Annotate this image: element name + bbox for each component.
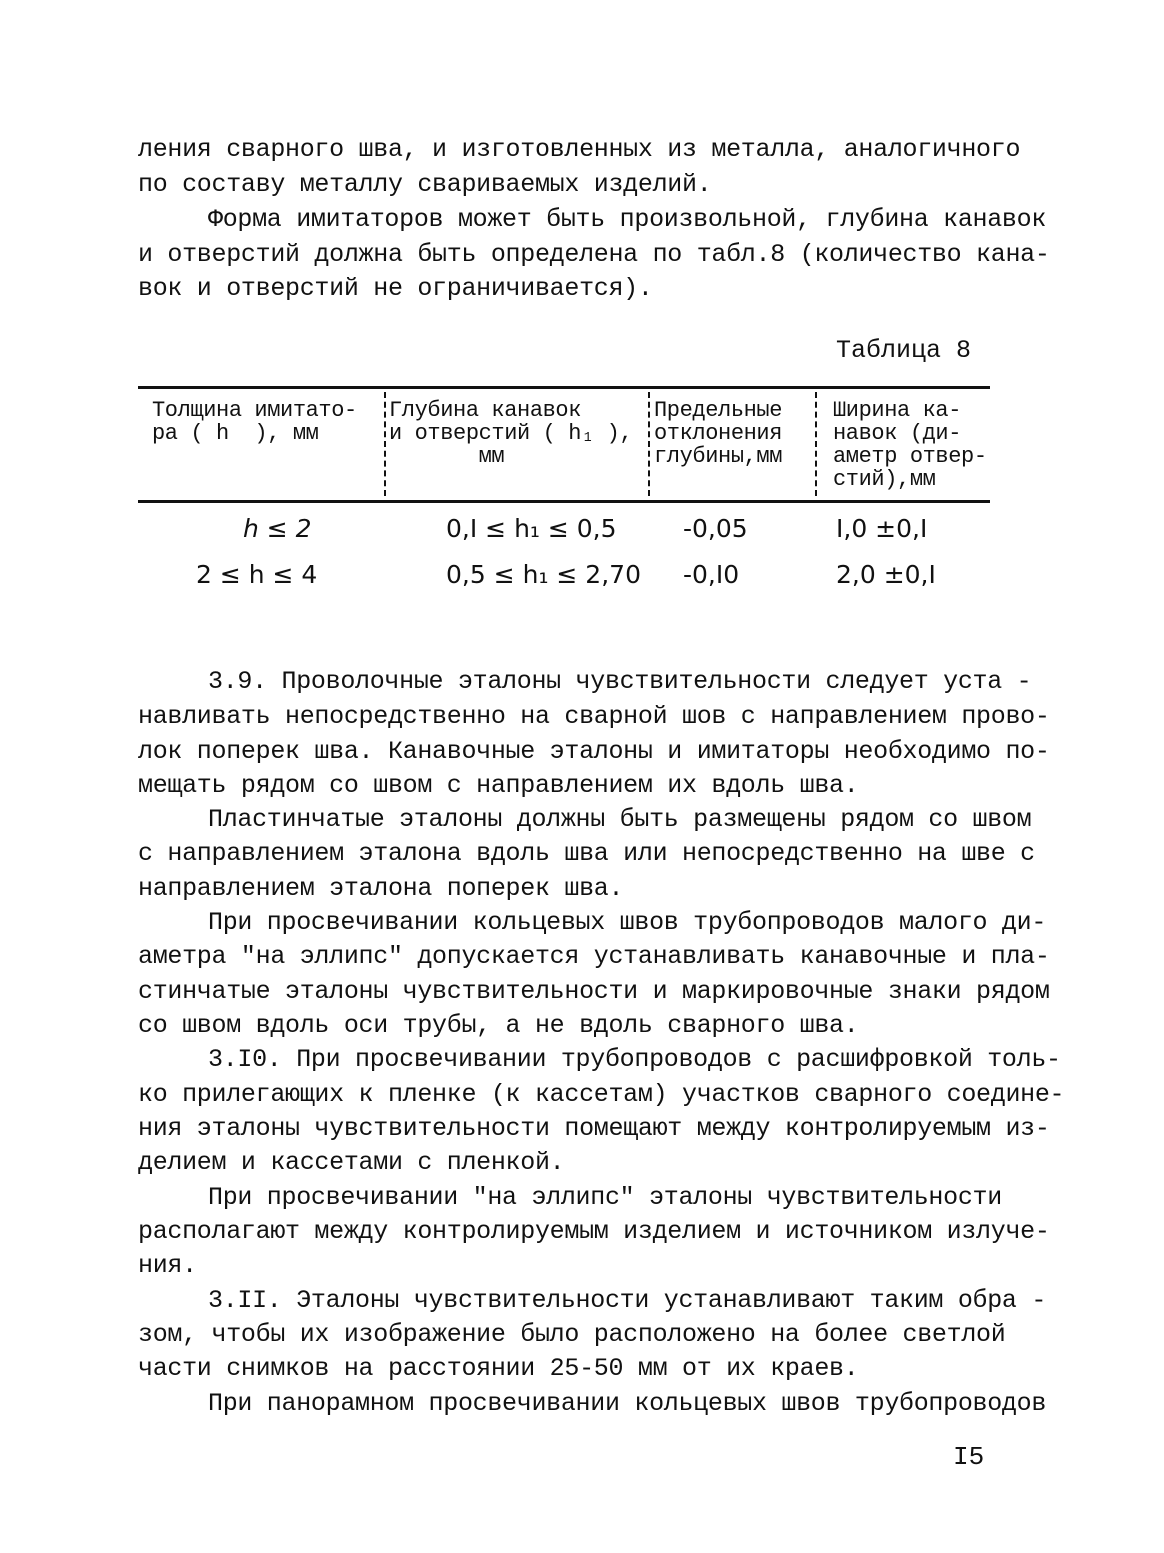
text-line: 3.II. Эталоны чувствительности устанавливают таким обра - bbox=[208, 1286, 1047, 1315]
text-line: лок поперек шва. Канавочные эталоны и имитаторы необходимо по- bbox=[138, 737, 1050, 766]
table-cell: 2 ≤ h ≤ 4 bbox=[196, 560, 318, 589]
text-line: навливать непосредственно на сварной шов с направлением прово- bbox=[138, 702, 1050, 731]
text-line: располагают между контролируемым изделием и источником излуче- bbox=[138, 1217, 1050, 1246]
table-header-cell: Толщина имитато- ра ( h ), мм bbox=[152, 398, 357, 446]
table-cell: 0,5 ≤ h₁ ≤ 2,70 bbox=[446, 560, 641, 589]
table-header-cell: Ширина ка- навок (ди- аметр отвер- стий),мм bbox=[833, 398, 987, 492]
text-line: ления сварного шва, и изготовленных из металла, аналогичного bbox=[138, 135, 1021, 164]
column-separator bbox=[648, 392, 650, 496]
table-cell: 0,I ≤ h₁ ≤ 0,5 bbox=[446, 514, 617, 543]
text-line: Пластинчатые эталоны должны быть размещены рядом со швом bbox=[208, 805, 1032, 834]
text-line: аметра "на эллипс" допускается устанавливать канавочные и пла- bbox=[138, 942, 1050, 971]
text-line: При панорамном просвечивании кольцевых швов трубопроводов bbox=[208, 1389, 1047, 1418]
table-cell: h ≤ 2 bbox=[243, 514, 312, 543]
text-line: делием и кассетами с пленкой. bbox=[138, 1148, 565, 1177]
text-line: вок и отверстий не ограничивается). bbox=[138, 274, 653, 303]
text-line: 3.I0. При просвечивании трубопроводов с расшифровкой толь- bbox=[208, 1045, 1061, 1074]
table-header-cell: Глубина канавок и отверстий ( h₁ ), мм bbox=[389, 398, 633, 469]
text-line: 3.9. Проволочные эталоны чувствительности следует уста - bbox=[208, 667, 1032, 696]
text-line: ния эталоны чувствительности помещают между контролируемым из- bbox=[138, 1114, 1050, 1143]
text-line: При просвечивании кольцевых швов трубопроводов малого ди- bbox=[208, 908, 1047, 937]
text-line: ния. bbox=[138, 1251, 197, 1280]
table-cell: I,0 ±0,I bbox=[836, 514, 928, 543]
text-line: Форма имитаторов может быть произвольной, глубина канавок bbox=[208, 205, 1047, 234]
table-caption: Таблица 8 bbox=[836, 336, 972, 365]
text-line: зом, чтобы их изображение было расположено на более светлой bbox=[138, 1320, 1006, 1349]
column-separator bbox=[384, 392, 386, 496]
table-cell: -0,05 bbox=[683, 514, 748, 543]
text-line: по составу металлу свариваемых изделий. bbox=[138, 170, 712, 199]
table-header-rule bbox=[138, 500, 990, 503]
text-line: стинчатые эталоны чувствительности и маркировочные знаки рядом bbox=[138, 977, 1050, 1006]
table-top-rule bbox=[138, 386, 990, 389]
table-cell: -0,I0 bbox=[683, 560, 740, 589]
text-line: со швом вдоль оси трубы, а не вдоль сварного шва. bbox=[138, 1011, 859, 1040]
text-line: мещать рядом со швом с направлением их вдоль шва. bbox=[138, 771, 859, 800]
table-header-cell: Предельные отклонения глубины,мм bbox=[654, 398, 783, 469]
text-line: При просвечивании "на эллипс" эталоны чувствительности bbox=[208, 1183, 1002, 1212]
text-line: и отверстий должна быть определена по табл.8 (количество кана- bbox=[138, 240, 1050, 269]
page-number: I5 bbox=[953, 1442, 985, 1472]
text-line: с направлением эталона вдоль шва или непосредственно на шве с bbox=[138, 839, 1035, 868]
text-line: части снимков на расстоянии 25-50 мм от их краев. bbox=[138, 1354, 859, 1383]
table-cell: 2,0 ±0,I bbox=[836, 560, 936, 589]
column-separator bbox=[815, 392, 817, 496]
text-line: ко прилегающих к пленке (к кассетам) участков сварного соедине- bbox=[138, 1080, 1065, 1109]
text-line: направлением эталона поперек шва. bbox=[138, 874, 624, 903]
